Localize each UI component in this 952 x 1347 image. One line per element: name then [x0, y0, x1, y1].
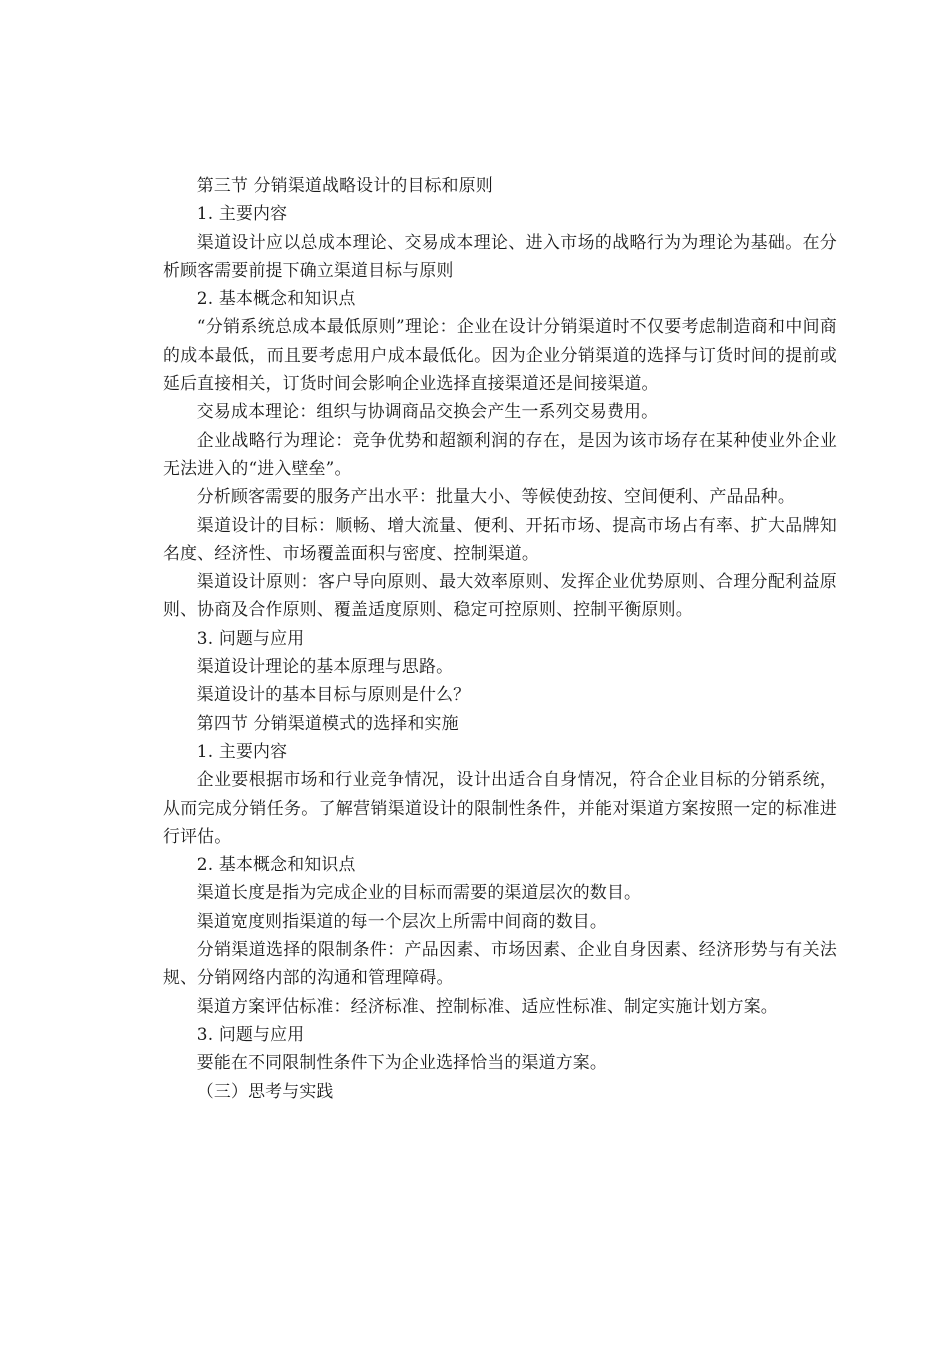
subheading-questions: 3. 问题与应用	[196, 1023, 305, 1044]
subheading-questions: 3. 问题与应用	[196, 627, 305, 648]
paragraph: 交易成本理论：组织与协调商品交换会产生一系列交易费用。	[196, 401, 659, 422]
paragraph: 企业战略行为理论：竞争优势和超额利润的存在，是因为该市场存在某种使业外企业无法进入的“进入壁垒”。	[163, 429, 837, 478]
paragraph: 渠道宽度则指渠道的每一个层次上所需中间商的数目。	[196, 910, 607, 931]
paragraph: 渠道设计理论的基本原理与思路。	[196, 656, 454, 677]
subheading-concepts: 2. 基本概念和知识点	[196, 288, 356, 309]
paragraph: 要能在不同限制性条件下为企业选择恰当的渠道方案。	[196, 1052, 607, 1073]
paragraph: 渠道长度是指为完成企业的目标而需要的渠道层次的数目。	[196, 882, 642, 903]
section-heading-3: 第三节 分销渠道战略设计的目标和原则	[196, 175, 493, 195]
subheading-concepts: 2. 基本概念和知识点	[196, 854, 356, 875]
document-body	[163, 171, 837, 1105]
subheading-practice: （三）思考与实践	[196, 1080, 334, 1101]
paragraph: 渠道设计的基本目标与原则是什么？	[196, 684, 471, 705]
paragraph: 渠道设计原则：客户导向原则、最大效率原则、发挥企业优势原则、合理分配利益原则、协商及合作原则、覆盖适度原则、稳定可控原则、控制平衡原则。	[163, 571, 837, 620]
paragraph: “分销系统总成本最低原则”理论：企业在设计分销渠道时不仅要考虑制造商和中间商的成本最低，而且要考虑用户成本最低化。因为企业分销渠道的选择与订货时间的提前或延后直接相关，订货时间会影响企业选择直接渠道还是间接渠道。	[163, 316, 837, 394]
section-heading-4: 第四节 分销渠道模式的选择和实施	[196, 712, 459, 733]
paragraph: 分析顾客需要的服务产出水平：批量大小、等候使劲按、空间便利、产品品种。	[196, 486, 795, 507]
paragraph: 渠道方案评估标准：经济标准、控制标准、适应性标准、制定实施计划方案。	[196, 995, 778, 1016]
paragraph: 分销渠道选择的限制条件：产品因素、市场因素、企业自身因素、经济形势与有关法规、分销网络内部的沟通和管理障碍。	[163, 939, 837, 988]
paragraph: 渠道设计的目标：顺畅、增大流量、便利、开拓市场、提高市场占有率、扩大品牌知名度、经济性、市场覆盖面积与密度、控制渠道。	[163, 514, 837, 563]
paragraph: 渠道设计应以总成本理论、交易成本理论、进入市场的战略行为为理论为基础。在分析顾客需要前提下确立渠道目标与原则	[163, 231, 837, 280]
paragraph: 企业要根据市场和行业竞争情况，设计出适合自身情况，符合企业目标的分销系统，从而完成分销任务。了解营销渠道设计的限制性条件，并能对渠道方案按照一定的标准进行评估。	[163, 769, 837, 846]
subheading-main-content: 1. 主要内容	[196, 203, 288, 224]
subheading-main-content: 1. 主要内容	[196, 740, 288, 761]
